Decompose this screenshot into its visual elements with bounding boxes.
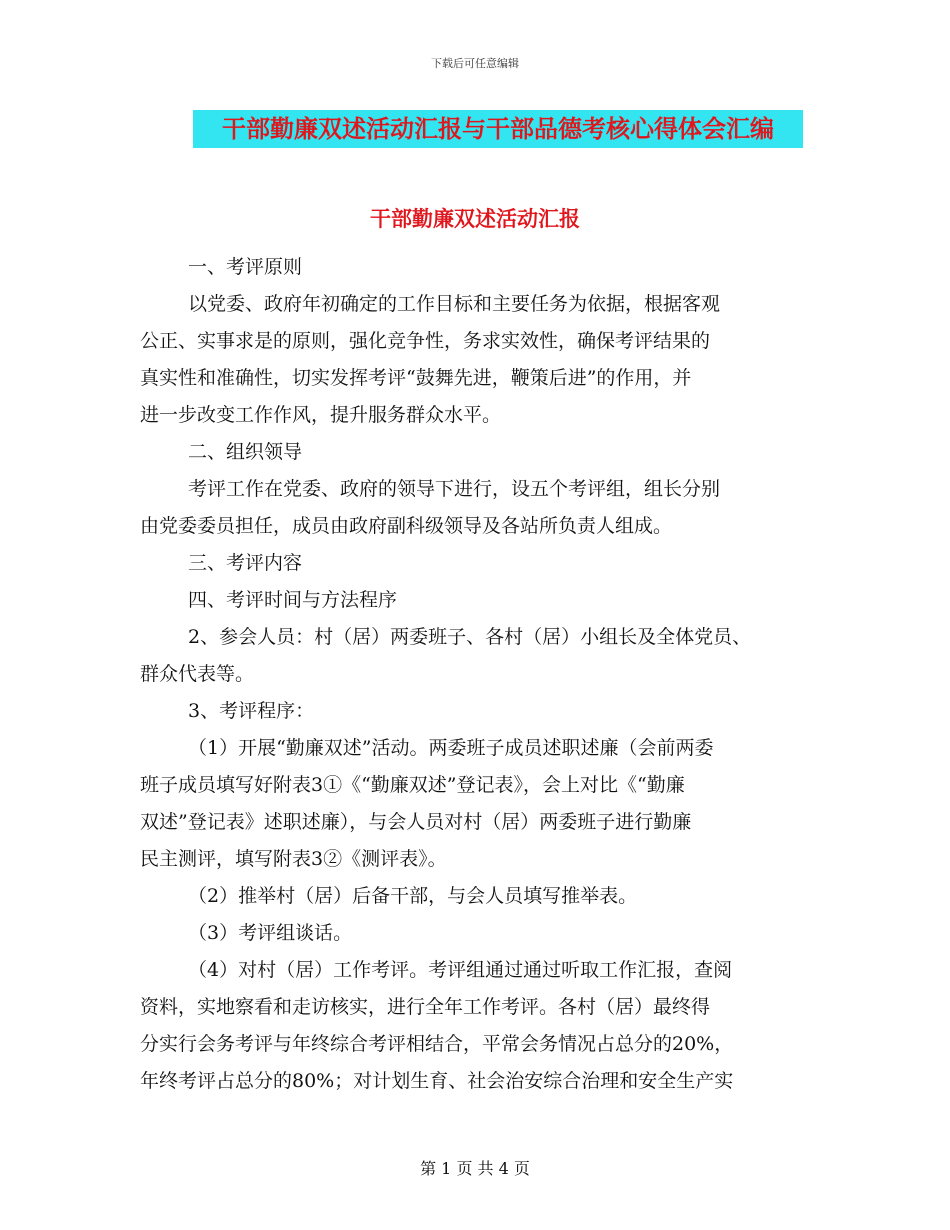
document-title: 干部勤廉双述活动汇报与干部品德考核心得体会汇编 <box>193 110 803 148</box>
heading-content: 三、考评内容 <box>188 552 303 574</box>
body-line: （4）对村（居）工作考评。考评组通过通过听取工作汇报，查阅 <box>188 959 733 981</box>
page-footer: 第 1 页 共 4 页 <box>420 1159 530 1178</box>
body-line: 分实行会务考评与年终综合考评相结合，平常会务情况占总分的20%， <box>140 1033 734 1055</box>
body-line: 年终考评占总分的80%；对计划生育、社会治安综合治理和安全生产实 <box>140 1070 734 1092</box>
heading-organization: 二、组织领导 <box>188 441 303 463</box>
body-line: 2、参会人员：村（居）两委班子、各村（居）小组长及全体党员、 <box>188 626 752 648</box>
body-line: 双述”登记表》述职述廉），与会人员对村（居）两委班子进行勤廉 <box>140 811 692 833</box>
body-line: 由党委委员担任，成员由政府副科级领导及各站所负责人组成。 <box>140 515 673 537</box>
body-line: 民主测评，填写附表3②《测评表》。 <box>140 848 447 870</box>
body-line: 3、考评程序： <box>188 700 315 722</box>
body-line: 资料，实地察看和走访核实，进行全年工作考评。各村（居）最终得 <box>140 996 711 1018</box>
body-line: （1）开展“勤廉双述”活动。两委班子成员述职述廉（会前两委 <box>188 737 714 759</box>
heading-time-method: 四、考评时间与方法程序 <box>188 589 398 611</box>
page-header-note: 下载后可任意编辑 <box>431 57 519 70</box>
body-line: 群众代表等。 <box>140 663 255 685</box>
body-line: 班子成员填写好附表3①《“勤廉双述”登记表》，会上对比《“勤廉 <box>140 774 685 796</box>
body-line: 公正、实事求是的原则，强化竞争性，务求实效性，确保考评结果的 <box>140 330 711 352</box>
body-line: 真实性和准确性，切实发挥考评“鼓舞先进，鞭策后进”的作用，并 <box>140 367 692 389</box>
section-title: 干部勤廉双述活动汇报 <box>370 206 580 231</box>
body-line: 以党委、政府年初确定的工作目标和主要任务为依据，根据客观 <box>188 293 721 315</box>
body-line: （3）考评组谈话。 <box>188 922 353 944</box>
heading-principles: 一、考评原则 <box>188 256 303 278</box>
body-line: 考评工作在党委、政府的领导下进行，设五个考评组，组长分别 <box>188 478 721 500</box>
body-line: 进一步改变工作作风，提升服务群众水平。 <box>140 404 502 426</box>
body-line: （2）推举村（居）后备干部，与会人员填写推举表。 <box>188 885 638 907</box>
